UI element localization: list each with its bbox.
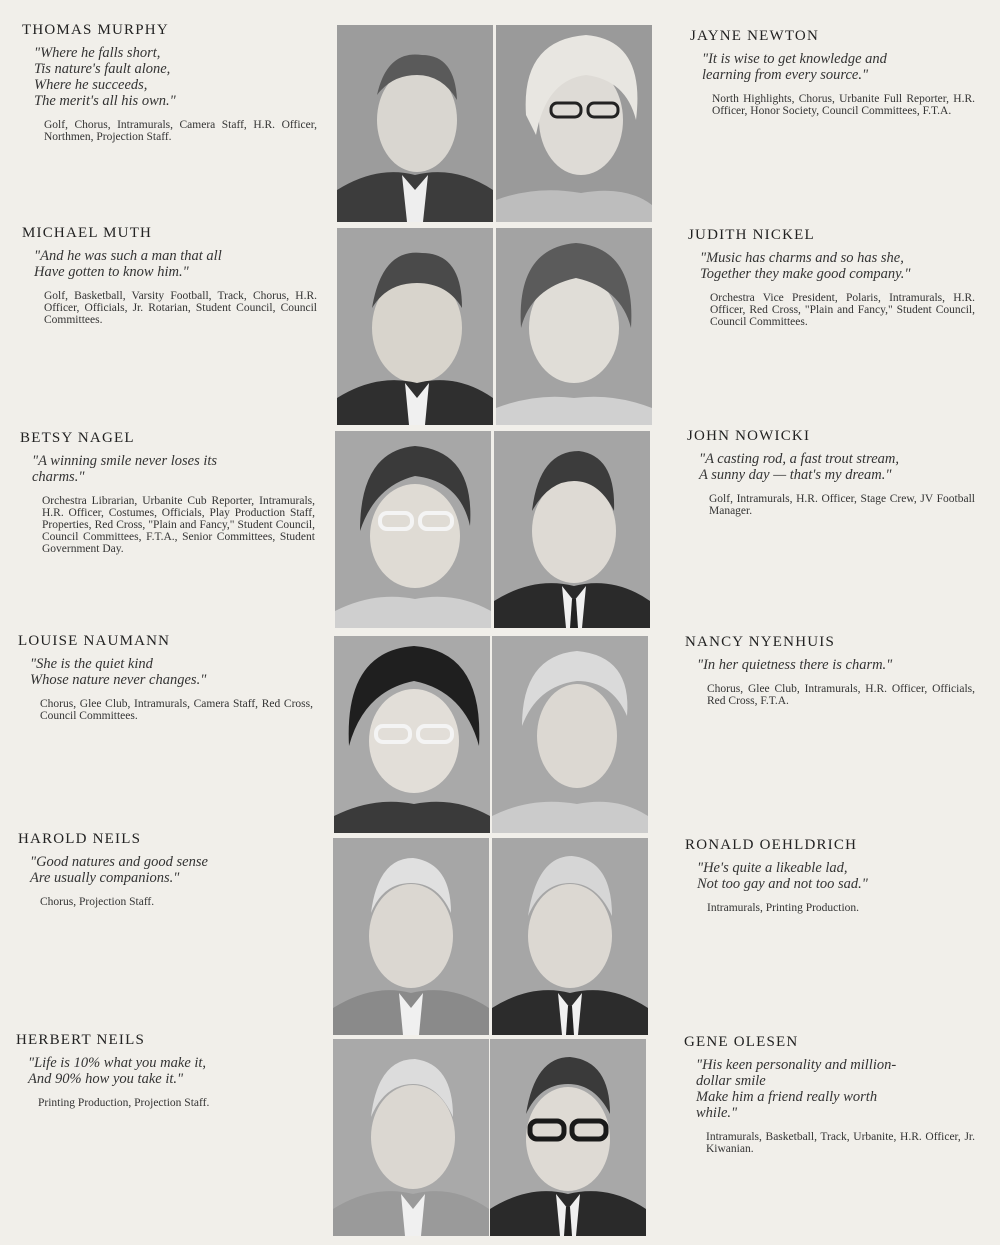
student-entry-nancy-nyenhuis [685,634,975,707]
student-name: HERBERT NEILS [16,1032,146,1048]
student-quote: "A casting rod, a fast trout stream, A sunny day — that's my dream." [699,451,899,483]
portrait-photo-jayne-newton [496,25,652,222]
student-entry-jayne-newton [690,28,975,117]
portrait-photo-betsy-nagel [335,431,491,628]
student-entry-john-nowicki [687,428,975,517]
student-quote: "Good natures and good sense Are usually companions." [30,854,208,886]
portrait-photo-nancy-nyenhuis [492,636,648,833]
student-entry-ronald-oehldrich [685,837,975,914]
portrait-photo-thomas-murphy [337,25,493,222]
student-activities: Golf, Chorus, Intramurals, Camera Staff, H.R. Officer, Northmen, Projection Staff. [44,119,317,143]
student-activities: North Highlights, Chorus, Urbanite Full Reporter, H.R. Officer, Honor Society, Council Committees, F.T.A. [712,93,975,117]
student-quote: "She is the quiet kind Whose nature never changes." [30,656,207,688]
student-quote: "Life is 10% what you make it, And 90% how you take it." [28,1055,207,1087]
student-name: JOHN NOWICKI [687,428,811,444]
student-entry-thomas-murphy [22,22,317,143]
student-quote: "In her quietness there is charm." [697,657,893,673]
portrait-photo-gene-olesen [490,1039,646,1236]
portrait-photo-judith-nickel [496,228,652,425]
student-name: RONALD OEHLDRICH [685,837,858,853]
portrait-photo-john-nowicki [494,431,650,628]
student-entry-betsy-nagel [20,430,315,555]
student-quote: "Where he falls short, Tis nature's fault alone, Where he succeeds, The merit's all his own." [34,45,176,109]
portrait-photo-harold-neils [333,838,489,1035]
student-name: JAYNE NEWTON [690,28,819,44]
student-quote: "It is wise to get knowledge and learning from every source." [702,51,887,83]
student-entry-michael-muth [22,225,317,326]
student-name: BETSY NAGEL [20,430,135,446]
portrait-photo-ronald-oehldrich [492,838,648,1035]
student-entry-judith-nickel [688,227,975,328]
student-activities: Golf, Basketball, Varsity Football, Track, Chorus, H.R. Officer, Officials, Jr. Rotarian, Student Council, Council Committees. [44,290,317,326]
student-quote: "His keen personality and million- dollar smile Make him a friend really worth while." [696,1057,897,1121]
portrait-photo-louise-naumann [334,636,490,833]
student-entry-gene-olesen [684,1034,975,1155]
portrait-photo-michael-muth [337,228,493,425]
student-activities: Printing Production, Projection Staff. [38,1097,210,1109]
portrait-photo-herbert-neils [333,1039,489,1236]
student-activities: Orchestra Vice President, Polaris, Intramurals, H.R. Officer, Red Cross, "Plain and Fancy," Student Council, Council Committees. [710,292,975,328]
student-quote: "And he was such a man that all Have gotten to know him." [34,248,222,280]
student-name: THOMAS MURPHY [22,22,169,38]
student-name: GENE OLESEN [684,1034,799,1050]
student-quote: "Music has charms and so has she, Together they make good company." [700,250,911,282]
student-activities: Intramurals, Basketball, Track, Urbanite, H.R. Officer, Jr. Kiwanian. [706,1131,975,1155]
student-activities: Golf, Intramurals, H.R. Officer, Stage Crew, JV Football Manager. [709,493,975,517]
student-quote: "A winning smile never loses its charms." [32,453,218,485]
student-name: NANCY NYENHUIS [685,634,835,650]
student-activities: Chorus, Glee Club, Intramurals, Camera Staff, Red Cross, Council Committees. [40,698,313,722]
student-name: MICHAEL MUTH [22,225,153,241]
student-entry-louise-naumann [18,633,313,722]
student-entry-harold-neils [18,831,313,908]
student-entry-herbert-neils [16,1032,311,1109]
student-activities: Chorus, Glee Club, Intramurals, H.R. Officer, Officials, Red Cross, F.T.A. [707,683,975,707]
student-name: LOUISE NAUMANN [18,633,171,649]
student-activities: Orchestra Librarian, Urbanite Cub Reporter, Intramurals, H.R. Officer, Costumes, Officials, Play Production Staff, Properties, Red Cross, "Plain and Fancy," Student Council, Council Committees, F.T.A., Senior Committees, Student Government Day. [42,495,315,555]
student-activities: Chorus, Projection Staff. [40,896,155,908]
student-name: JUDITH NICKEL [688,227,815,243]
student-activities: Intramurals, Printing Production. [707,902,860,914]
student-quote: "He's quite a likeable lad, Not too gay and not too sad." [697,860,868,892]
student-name: HAROLD NEILS [18,831,142,847]
